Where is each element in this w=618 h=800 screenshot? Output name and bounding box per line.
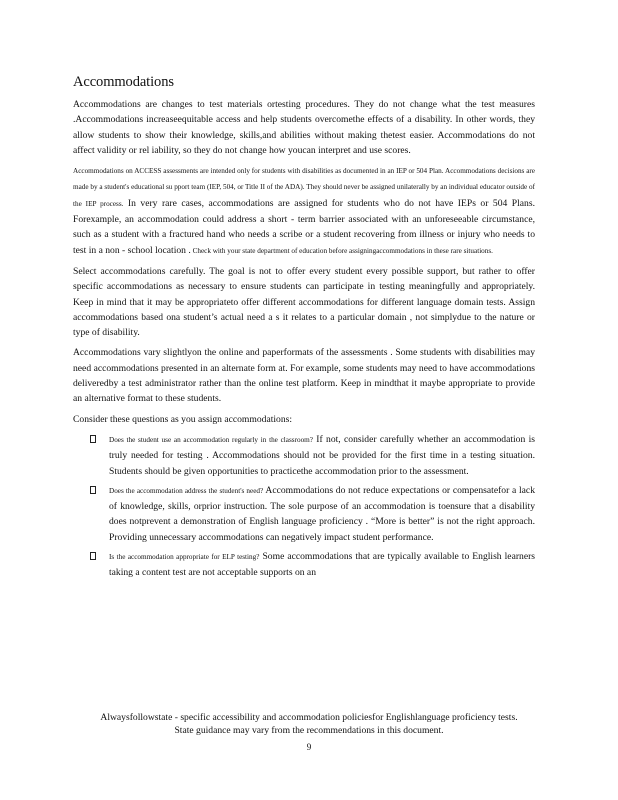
bullet-question: Does the student use an accommodation regularly in the classroom? xyxy=(109,435,313,444)
paragraph-eligibility xyxy=(73,163,535,259)
bullet-text: Some accommodations that are typically available to English learners taking a content test are not acceptable supports on an xyxy=(109,551,535,579)
document-body xyxy=(73,97,535,585)
eligibility-small-text-end: Check with your state department of education before assigningaccommodations in these rare situations. xyxy=(190,246,493,255)
footer-line-1: Alwaysfollowstate - specific accessibility and accommodation policiesfor Englishlanguage proficiency tests. xyxy=(100,712,518,723)
questions-list xyxy=(73,432,535,581)
paragraph-definition: Accommodations are changes to test materials ortesting procedures. They do not change what the test measures .Accommodations increaseequitable access and help students overcomethe effects of a disability. In other words, they allow students to show their knowledge, skills,and abilities without making thetest easier. Accommodations do not affect validity or rel iability, so they do not change how youcan interpret and use scores. xyxy=(73,99,535,156)
footer-line-2: State guidance may vary from the recommendations in this document. xyxy=(174,725,444,736)
section-heading: Accommodations xyxy=(73,74,174,90)
page-number: 9 xyxy=(306,742,312,752)
page-footer xyxy=(60,711,558,737)
eligibility-small-text: Accommodations on ACCESS assessments are intended only for students with disabilities as documented in an IEP or 504 Plan. Accommodations decisions are made by a student's educational su pport team (IEP, 504, or Title II of the ADA). They should never be assigned unilaterally by an individual educator outside of the IEP process. xyxy=(73,167,535,208)
paragraph-questions-intro: Consider these questions as you assign accommodations: xyxy=(73,413,293,425)
bullet-text: Accommodations do not reduce expectations or compensatefor a lack of knowledge, skills, orprior instruction. The sole purpose of an accommodation is toensure that a disability does notprevent a demonstration of English language proficiency . “More is better” is not the right approach. Providing unnecessary accommodations can negatively impact student performance. xyxy=(109,484,535,543)
bullet-question: Does the accommodation address the student's need? xyxy=(109,486,264,495)
bullet-box-icon xyxy=(90,486,96,494)
paragraph-selection: Select accommodations carefully. The goal is not to offer every student every possible support, but rather to offer specific accommodations as necessary to ensure students can participate in testing meaningfully and appropriately. Keep in mind that it may be appropriateto offer different accommodations for different language domain tests. Assign accommodations based ona student’s actual need a s it relates to a particular domain , not simplydue to the nature or type of disability. xyxy=(73,265,535,339)
bullet-question: Is the accommodation appropriate for ELP testing? xyxy=(109,553,260,562)
list-item xyxy=(73,549,535,581)
paragraph-formats: Accommodations vary slightlyon the online and paperformats of the assessments . Some students with disabilities may need accommodations presented in an alternate form at. For example, some students may need to have accommodations deliveredby a test administrator rather than the online test platform. Keep in mindthat it maybe appropriate to provide an alternative format to these students. xyxy=(73,347,535,405)
bullet-box-icon xyxy=(90,552,96,560)
list-item xyxy=(73,483,535,545)
bullet-box-icon xyxy=(90,435,96,443)
bullet-text: If not, consider carefully whether an accommodation is truly needed for testing . Accommodations should not be provided for the first time in a testing situation. Students should be given opportunities to practicethe accommodation prior to the assessment. xyxy=(109,433,535,477)
eligibility-main-text: In very rare cases, accommodations are assigned for students who do not have IEPs or 504 Plans. Forexample, an accommodation could address a short - term barrier associated with an unforeseeable circumstance, such as a student with a fractured hand who needs a scribe or a student recovering from illness or injury who needs to test in a non - school location . xyxy=(73,197,535,256)
list-item xyxy=(73,432,535,479)
